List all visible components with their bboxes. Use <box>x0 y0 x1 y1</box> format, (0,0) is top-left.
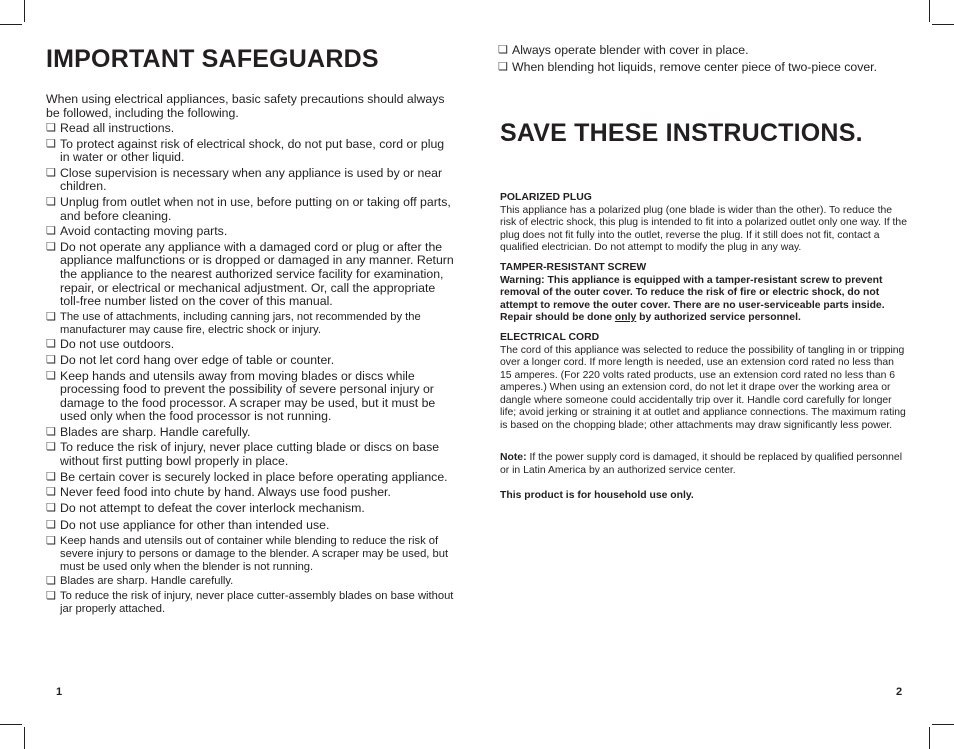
list-item <box>46 338 456 352</box>
section-text: This appliance has a polarized plug (one blade is wider than the other). To reduce the risk of electric shock, this plug is intended to fit into a polarized outlet only one way. If the plug does not fit fully into the outlet, reverse the plug. If it still does not fit, contact a qualified electrician. Do not attempt to modify the plug in any way. <box>500 204 907 253</box>
list-item <box>46 590 456 616</box>
list-item <box>46 575 456 588</box>
checkbox-bullet-icon: ❏ <box>46 310 56 323</box>
checkbox-bullet-icon: ❏ <box>46 470 56 483</box>
list-item-text: Keep hands and utensils away from moving blades or discs while processing food to prevent the possibility of severe personal injury or damage to the food processor. A scraper may be used, but it must be used only when the food processor is not running. <box>60 368 436 424</box>
tamper-screw-section <box>500 262 908 325</box>
list-item-text: Blades are sharp. Handle carefully. <box>60 424 251 439</box>
list-item-text: Be certain cover is securely locked in place before operating appliance. <box>60 469 448 484</box>
note-label: Note: <box>500 452 527 463</box>
list-item <box>46 122 456 136</box>
list-item-text: Do not operate any appliance with a damaged cord or plug or after the appliance malfunctions or is dropped or damaged in any manner. Return the appliance to the nearest authorized service facility for examination, repair, or electrical or mechanical adjustment. Or, call the appropriate toll-free number listed on the cover of this manual. <box>60 239 454 309</box>
checkbox-bullet-icon: ❏ <box>46 590 56 603</box>
list-item <box>46 138 456 165</box>
crop-mark <box>932 724 954 725</box>
list-item-text: Do not use outdoors. <box>60 337 175 352</box>
section-heading: ELECTRICAL CORD <box>500 332 600 343</box>
list-item <box>46 354 456 368</box>
crop-mark <box>929 0 930 22</box>
page-title: IMPORTANT SAFEGUARDS <box>46 45 379 73</box>
checkbox-bullet-icon: ❏ <box>46 225 56 238</box>
crop-mark <box>0 24 22 25</box>
checkbox-bullet-icon: ❏ <box>498 60 508 73</box>
checkbox-bullet-icon: ❏ <box>46 166 56 179</box>
safeguards-list <box>46 122 456 616</box>
checkbox-bullet-icon: ❏ <box>46 240 56 253</box>
list-item <box>46 471 456 485</box>
crop-mark <box>24 727 25 749</box>
list-item <box>46 241 456 309</box>
electrical-cord-section <box>500 332 908 432</box>
list-item <box>46 426 456 440</box>
list-item-text: Read all instructions. <box>60 121 175 135</box>
checkbox-bullet-icon: ❏ <box>46 369 56 382</box>
list-item <box>46 441 456 468</box>
crop-mark <box>929 727 930 749</box>
warning-text <box>500 275 908 325</box>
page-number: 2 <box>896 686 903 698</box>
list-item-text: To protect against risk of electrical shock, do not put base, cord or plug in water or other liquid. <box>60 136 445 165</box>
crop-mark <box>24 0 25 22</box>
checkbox-bullet-icon: ❏ <box>46 486 56 499</box>
note-text: If the power supply cord is damaged, it should be replaced by qualified personnel or in Latin America by an authorized service center. <box>500 452 903 476</box>
checkbox-bullet-icon: ❏ <box>46 519 56 532</box>
list-item-text: Never feed food into chute by hand. Always use food pusher. <box>60 485 391 500</box>
checkbox-bullet-icon: ❏ <box>46 122 56 134</box>
intro-text: When using electrical appliances, basic safety precautions should always be followed, including the following. <box>46 92 445 120</box>
list-item <box>498 61 908 75</box>
underlined-word: only <box>614 312 637 323</box>
page-number: 1 <box>56 686 63 698</box>
checkbox-bullet-icon: ❏ <box>46 535 56 548</box>
checkbox-bullet-icon: ❏ <box>46 137 56 150</box>
list-item <box>46 167 456 194</box>
list-item <box>46 196 456 223</box>
section-heading: TAMPER-RESISTANT SCREW <box>500 262 647 273</box>
list-item <box>46 502 456 516</box>
save-instructions-title: SAVE THESE INSTRUCTIONS. <box>500 119 863 147</box>
checkbox-bullet-icon: ❏ <box>46 353 56 366</box>
list-item-text: Close supervision is necessary when any appliance is used by or near children. <box>60 165 443 194</box>
checkbox-bullet-icon: ❏ <box>498 44 508 56</box>
polarized-plug-section <box>500 192 908 255</box>
crop-mark <box>0 724 22 725</box>
list-item-text: Keep hands and utensils out of container while blending to reduce the risk of severe injury to persons or damage to the blender. A scraper may be used, but must be used only when the blender is not running. <box>60 535 449 573</box>
checkbox-bullet-icon: ❏ <box>46 425 56 438</box>
list-item <box>46 486 456 500</box>
section-heading: POLARIZED PLUG <box>500 192 592 203</box>
list-item-text: Unplug from outlet when not in use, before putting on or taking off parts, and before cleaning. <box>60 194 451 223</box>
list-item <box>46 225 456 239</box>
list-item-text: Do not let cord hang over edge of table or counter. <box>60 352 335 367</box>
list-item-text: Do not attempt to defeat the cover interlock mechanism. <box>60 500 365 515</box>
list-item-text: To reduce the risk of injury, never place cutter-assembly blades on base without jar properly attached. <box>60 590 454 616</box>
checkbox-bullet-icon: ❏ <box>46 338 56 351</box>
crop-mark <box>932 24 954 25</box>
blender-list <box>498 44 908 74</box>
list-item-text: When blending hot liquids, remove center piece of two-piece cover. <box>512 59 878 74</box>
list-item <box>498 44 908 58</box>
checkbox-bullet-icon: ❏ <box>46 575 56 588</box>
list-item-text: Avoid contacting moving parts. <box>60 224 228 239</box>
list-item-text: Always operate blender with cover in place. <box>512 43 749 57</box>
checkbox-bullet-icon: ❏ <box>46 501 56 514</box>
warning-text-part: by authorized service personnel. <box>636 312 801 323</box>
list-item <box>46 519 456 533</box>
list-item-text: Blades are sharp. Handle carefully. <box>60 575 234 588</box>
list-item-text: The use of attachments, including canning jars, not recommended by the manufacturer may cause fire, electric shock or injury. <box>60 310 421 336</box>
household-notice: This product is for household use only. <box>500 490 694 501</box>
list-item-text: To reduce the risk of injury, never place cutting blade or discs on base without first putting bowl properly in place. <box>60 440 440 469</box>
list-item <box>46 370 456 424</box>
list-item <box>46 311 456 337</box>
warning-text-part: Warning: This appliance is equipped with a tamper-resistant screw to prevent removal of the outer cover. To reduce the risk of fire or electric shock, do not attempt to remove the outer cover. There are no user-serviceable parts inside. Repair should be done <box>500 274 885 323</box>
note-section <box>500 452 908 477</box>
section-text: The cord of this appliance was selected to reduce the possibility of tangling in or tripping over a longer cord. If more length is needed, use an extension cord rated no less than 15 amperes. (For 220 volts rated products, use an extension cord rated no less than 6 amperes.) When using an extension cord, do not let it drape over the working area or dangle where someone could accidentally trip over it. Handle cord carefully for longer life; avoid jerking or straining it at outlet and appliance connections. The maximum rating is based on the chopping blade; other attachments may draw significantly less power. <box>500 344 906 431</box>
list-item-text: Do not use appliance for other than intended use. <box>60 518 330 533</box>
checkbox-bullet-icon: ❏ <box>46 195 56 208</box>
checkbox-bullet-icon: ❏ <box>46 441 56 454</box>
list-item <box>46 535 456 573</box>
